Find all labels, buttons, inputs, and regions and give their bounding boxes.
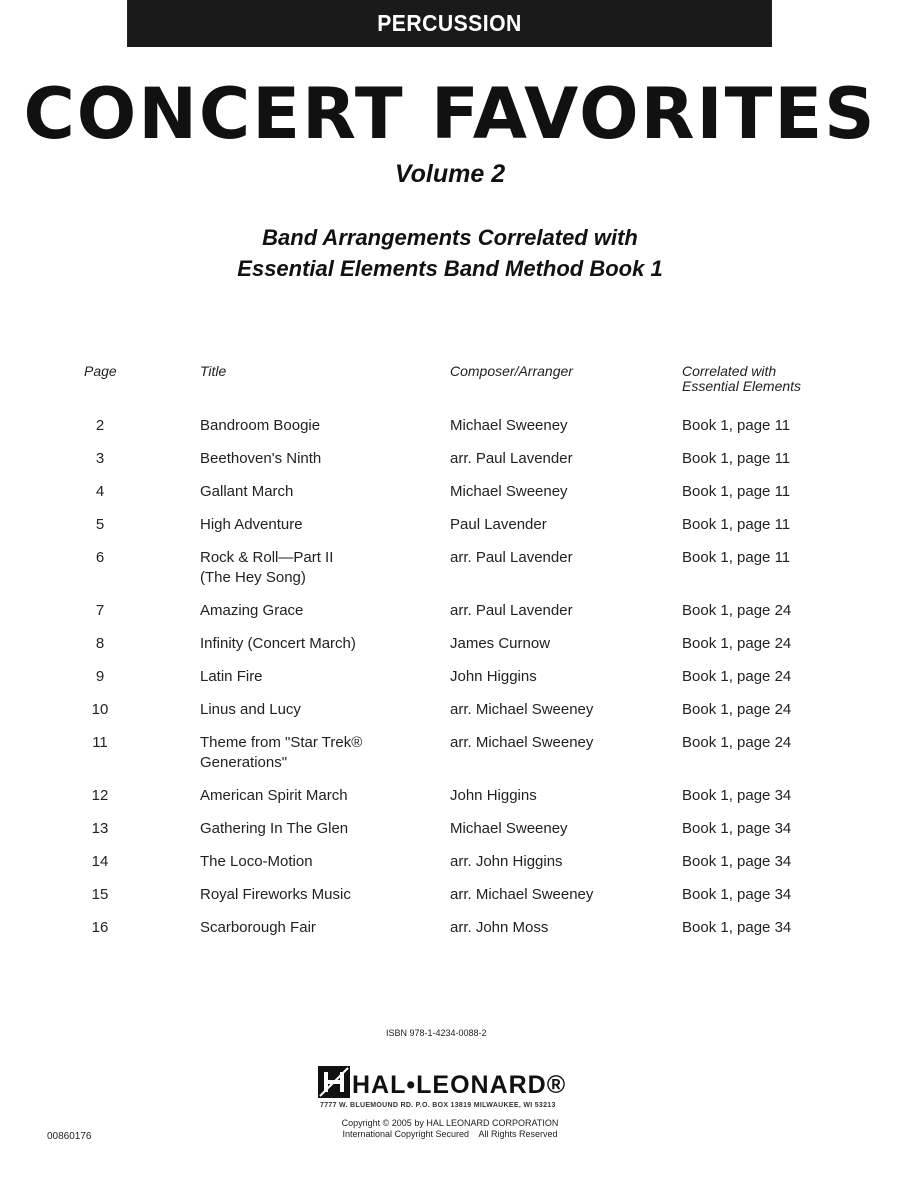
publisher-logo [318, 1064, 566, 1098]
toc-composer: John Higgins [450, 668, 537, 685]
toc-title: Royal Fireworks Music [200, 886, 351, 903]
toc-title: Bandroom Boogie [200, 417, 321, 434]
toc-page-number: 11 [92, 734, 108, 751]
header-composer: Composer/Arranger [450, 363, 573, 379]
header-page: Page [84, 363, 117, 379]
toc-page-number: 14 [91, 853, 109, 870]
page-title: CONCERT FAVORITES [23, 73, 877, 155]
toc-page-number: 16 [91, 919, 109, 936]
toc-title: Rock & Roll—Part II [200, 549, 334, 566]
hal-leonard-mark-icon [318, 1066, 350, 1098]
toc-row [0, 601, 900, 634]
toc-composer: arr. Paul Lavender [450, 602, 573, 619]
toc-title: Scarborough Fair [200, 919, 316, 936]
header-correlated [682, 364, 801, 394]
toc-title: Theme from "Star Trek® [200, 734, 363, 751]
toc-page-number: 4 [95, 483, 105, 500]
toc-row [0, 548, 900, 601]
toc-title-line-2: Generations" [200, 754, 288, 771]
subtitle [0, 222, 900, 284]
toc-header [0, 360, 900, 416]
toc-page-number: 12 [91, 787, 109, 804]
toc-title: Amazing Grace [200, 602, 304, 619]
toc-composer: Paul Lavender [450, 516, 547, 533]
toc-correlation: Book 1, page 24 [682, 668, 792, 685]
toc-correlation: Book 1, page 24 [682, 602, 792, 619]
publisher-address: 7777 W. BLUEMOUND RD. P.O. BOX 13819 MILWAUKEE, WI 53213 [320, 1102, 556, 1109]
toc-correlation: Book 1, page 34 [682, 886, 792, 903]
toc-row [0, 515, 900, 548]
toc-composer: arr. Paul Lavender [450, 450, 573, 467]
toc-correlation: Book 1, page 34 [682, 853, 792, 870]
toc-composer: John Higgins [450, 787, 537, 804]
toc-title-line-2: (The Hey Song) [200, 569, 306, 586]
toc-row [0, 733, 900, 786]
toc-correlation: Book 1, page 24 [682, 635, 792, 652]
toc-row [0, 482, 900, 515]
toc-title: High Adventure [200, 516, 303, 533]
toc-page-number: 2 [95, 417, 105, 434]
toc-composer: arr. Michael Sweeney [450, 701, 594, 718]
isbn: ISBN 978-1-4234-0088-2 [386, 1028, 487, 1038]
toc-title: Gallant March [200, 483, 294, 500]
toc-page-number: 13 [91, 820, 109, 837]
toc-correlation: Book 1, page 34 [682, 820, 792, 837]
toc-row [0, 885, 900, 918]
toc-row [0, 786, 900, 819]
toc-correlation: Book 1, page 34 [682, 919, 792, 936]
toc-composer: arr. Michael Sweeney [450, 734, 594, 751]
toc-row [0, 700, 900, 733]
toc-title: Latin Fire [200, 668, 263, 685]
toc-page-number: 5 [95, 516, 105, 533]
toc-rows [0, 416, 900, 951]
toc-correlation: Book 1, page 11 [682, 516, 791, 533]
toc-page-number: 8 [95, 635, 105, 652]
toc-page-number: 3 [95, 450, 105, 467]
toc-correlation: Book 1, page 11 [682, 417, 791, 434]
toc-title: The Loco-Motion [200, 853, 313, 870]
subtitle-line-2: Essential Elements Band Method Book 1 [237, 256, 663, 281]
toc-title: Gathering In The Glen [200, 820, 349, 837]
toc-page-number: 10 [91, 701, 109, 718]
toc-composer: arr. John Higgins [450, 853, 563, 870]
copyright-line-2: International Copyright Secured All Rights Reserved [342, 1129, 558, 1139]
instrument-banner [127, 0, 772, 47]
toc-page-number: 6 [95, 549, 105, 566]
catalog-number: 00860176 [47, 1131, 92, 1142]
toc-correlation: Book 1, page 11 [682, 483, 791, 500]
toc-page-number: 15 [91, 886, 109, 903]
header-correlated-line-2: Essential Elements [682, 378, 802, 394]
toc-composer: arr. Michael Sweeney [450, 886, 594, 903]
table-of-contents [0, 360, 900, 951]
toc-title: American Spirit March [200, 787, 348, 804]
toc-row [0, 634, 900, 667]
toc-composer: arr. John Moss [450, 919, 549, 936]
header-correlated-line-1: Correlated with [682, 363, 777, 379]
toc-title: Beethoven's Ninth [200, 450, 322, 467]
toc-correlation: Book 1, page 34 [682, 787, 792, 804]
instrument-label: PERCUSSION [377, 10, 522, 36]
copyright-line-1: Copyright © 2005 by HAL LEONARD CORPORATION [341, 1118, 559, 1128]
subtitle-line-1: Band Arrangements Correlated with [262, 225, 638, 250]
publisher-name: HAL•LEONARD® [352, 1071, 567, 1099]
toc-row [0, 918, 900, 951]
toc-correlation: Book 1, page 11 [682, 549, 791, 566]
toc-correlation: Book 1, page 24 [682, 734, 792, 751]
toc-correlation: Book 1, page 24 [682, 701, 792, 718]
toc-row [0, 416, 900, 449]
copyright [320, 1118, 580, 1140]
toc-row [0, 667, 900, 700]
toc-title: Infinity (Concert March) [200, 635, 356, 652]
toc-row [0, 449, 900, 482]
toc-page-number: 7 [95, 602, 105, 619]
toc-composer: arr. Paul Lavender [450, 549, 573, 566]
header-title: Title [200, 363, 227, 379]
toc-correlation: Book 1, page 11 [682, 450, 791, 467]
toc-row [0, 852, 900, 885]
toc-composer: James Curnow [450, 635, 551, 652]
toc-composer: Michael Sweeney [450, 820, 568, 837]
toc-page-number: 9 [95, 668, 105, 685]
toc-row [0, 819, 900, 852]
volume-label: Volume 2 [394, 160, 506, 188]
toc-composer: Michael Sweeney [450, 417, 568, 434]
toc-composer: Michael Sweeney [450, 483, 568, 500]
toc-title: Linus and Lucy [200, 701, 301, 718]
